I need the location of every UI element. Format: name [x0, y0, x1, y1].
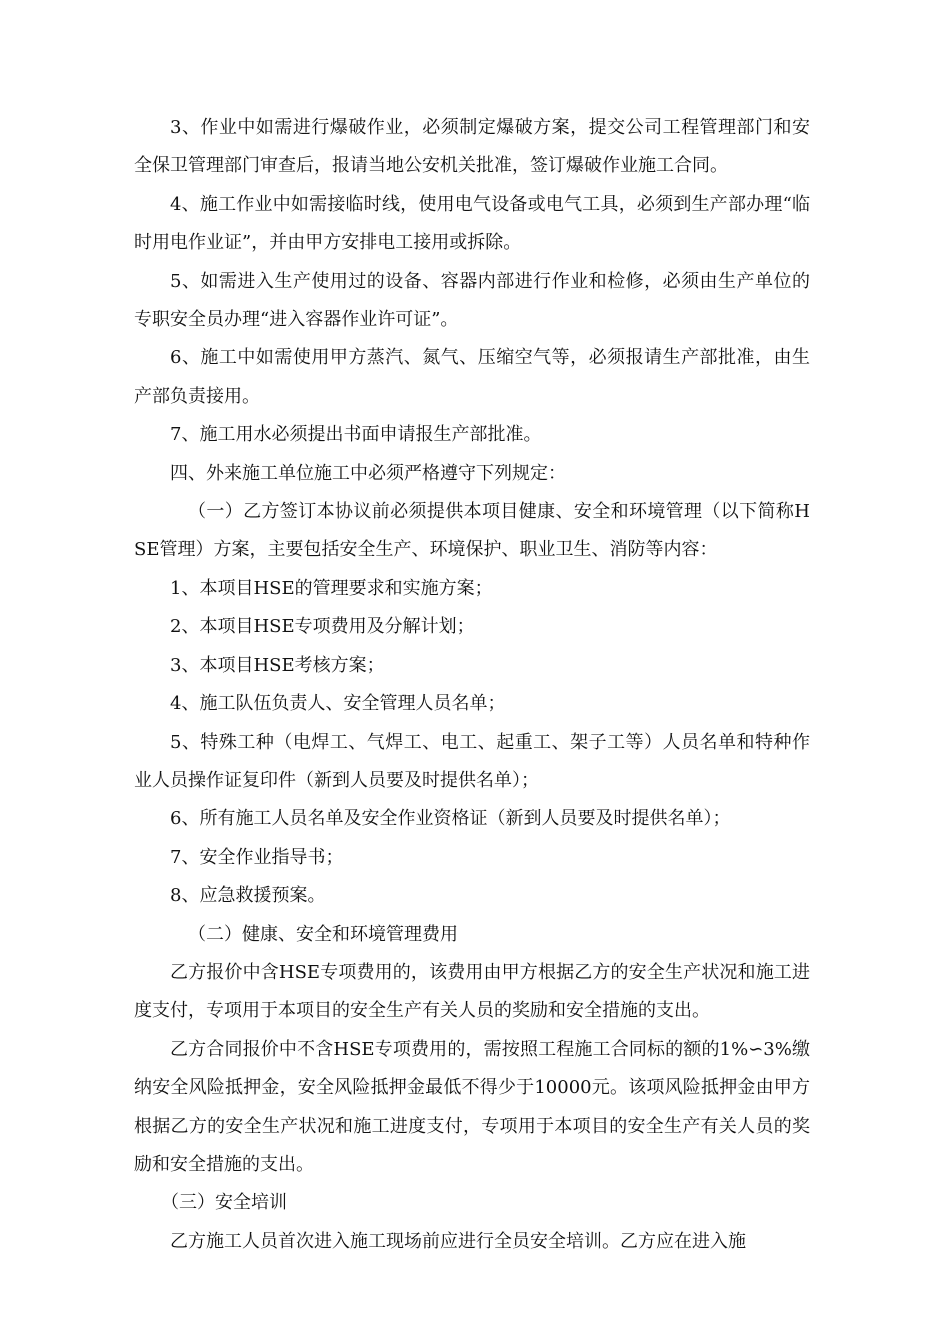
list-item-hse-requirements: 1、本项目HSE的管理要求和实施方案；: [170, 577, 493, 599]
paragraph-temporary-power: 4、施工作业中如需接临时线，使用电气设备或电气工具，必须到生产部办理“临时用电作业证”，并由甲方安排电工接用或拆除。: [134, 193, 810, 254]
section-heading-four: 四、外来施工单位施工中必须严格遵守下列规定：: [170, 462, 566, 484]
list-item-team-leaders: 4、施工队伍负责人、安全管理人员名单；: [170, 693, 506, 715]
paragraph-blasting: 3、作业中如需进行爆破作业，必须制定爆破方案，提交公司工程管理部门和安全保卫管理部门审查后，报请当地公安机关批准，签订爆破作业施工合同。: [134, 117, 810, 177]
paragraph-hse-included: 乙方报价中含HSE专项费用的，该费用由甲方根据乙方的安全生产状况和施工进度支付，专项用于本项目的安全生产有关人员的奖励和安全措施的支出。: [134, 961, 810, 1022]
paragraph-hse-excluded-deposit: 乙方合同报价中不含HSE专项费用的，需按照工程施工合同标的额的1%∽3%缴纳安全风险抵押金，安全风险抵押金最低不得少于10000元。该项风险抵押金由甲方根据乙方的安全生产状况和施工进度支付，专项用于本项目的安全生产有关人员的奖励和安全措施的支出。: [134, 1038, 810, 1175]
paragraph-vessel-entry: 5、如需进入生产使用过的设备、容器内部进行作业和检修，必须由生产单位的专职安全员办理“进入容器作业许可证”。: [134, 270, 810, 331]
list-item-special-workers: 5、特殊工种（电焊工、气焊工、电工、起重工、架子工等）人员名单和特种作业人员操作证复印件（新到人员要及时提供名单）；: [134, 731, 810, 791]
paragraph-water-use: 7、施工用水必须提出书面申请报生产部批准。: [170, 424, 542, 446]
paragraph-steam-nitrogen: 6、施工中如需使用甲方蒸汽、氮气、压缩空气等，必须报请生产部批准，由生产部负责接用。: [134, 347, 810, 407]
list-item-all-workers: 6、所有施工人员名单及安全作业资格证（新到人员要及时提供名单）；: [170, 808, 731, 830]
list-item-hse-assessment: 3、本项目HSE考核方案；: [170, 654, 385, 676]
list-item-work-instructions: 7、安全作业指导书；: [170, 846, 344, 868]
paragraph-training: 乙方施工人员首次进入施工现场前应进行全员安全培训。乙方应在进入施: [170, 1230, 746, 1252]
subsection-three-training: （三）安全培训: [161, 1192, 287, 1214]
subsection-two-hse-costs: （二）健康、安全和环境管理费用: [188, 923, 458, 945]
list-item-emergency-plan: 8、应急救援预案。: [170, 885, 326, 907]
subsection-one-hse-plan: （一）乙方签订本协议前必须提供本项目健康、安全和环境管理（以下简称HSE管理）方案，主要包括安全生产、环境保护、职业卫生、消防等内容：: [134, 501, 810, 561]
list-item-hse-costs: 2、本项目HSE专项费用及分解计划；: [170, 616, 475, 638]
document-body: [134, 109, 810, 1261]
